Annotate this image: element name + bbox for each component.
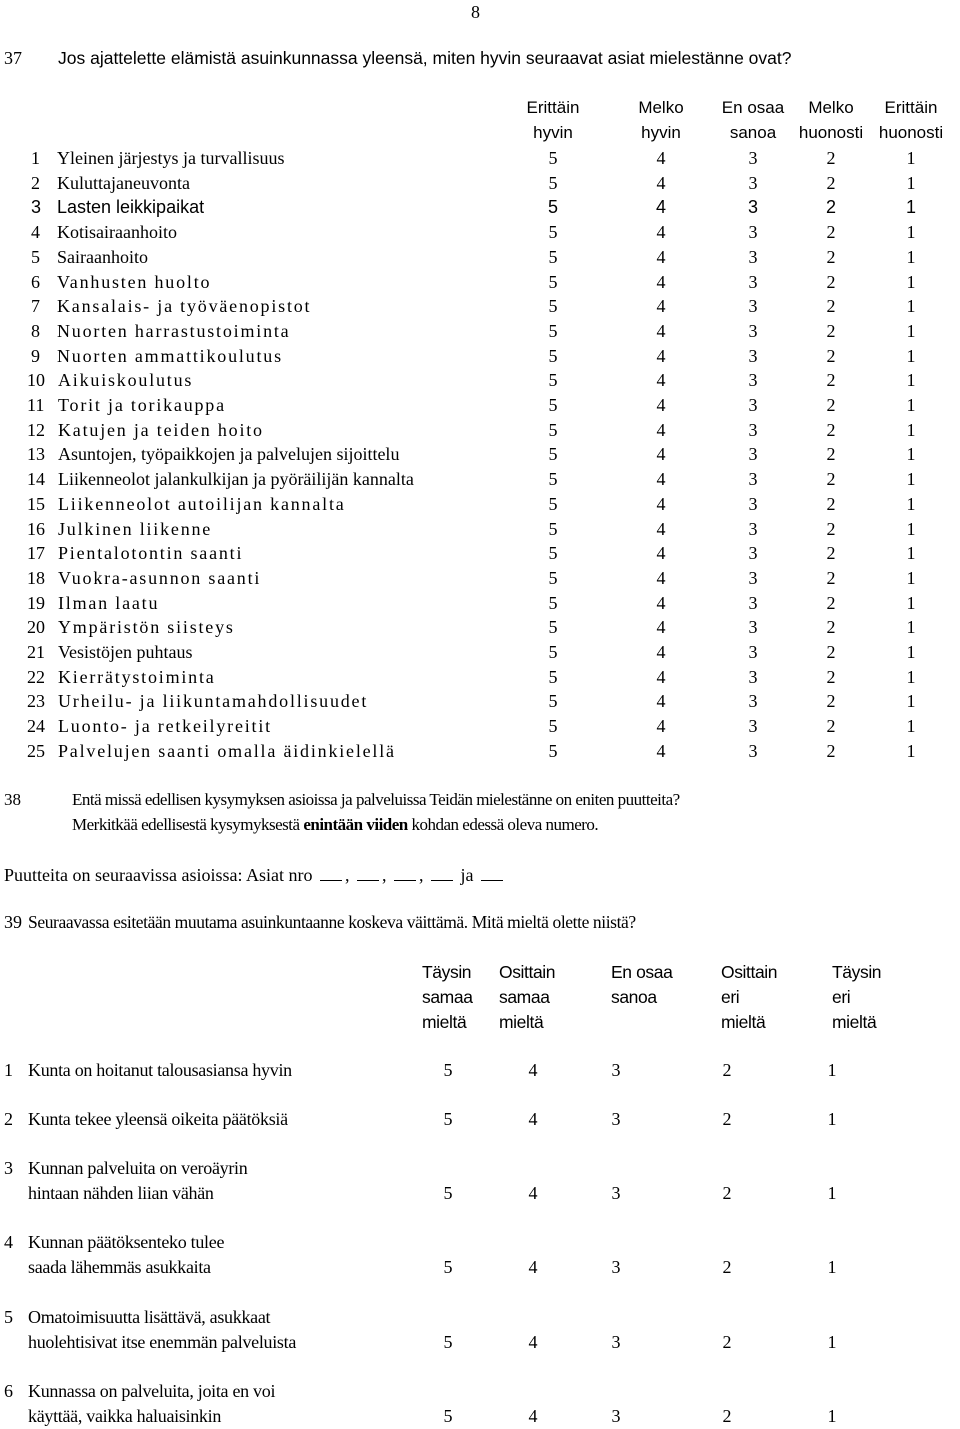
q37-option-1[interactable]: 1 [906, 222, 916, 243]
q37-option-5[interactable]: 5 [548, 419, 558, 440]
q37-option-5[interactable]: 5 [548, 246, 558, 267]
q39-header-line1: Täysin [832, 962, 882, 982]
q39-item-line2: käyttää, vaikka haluaisinkin [28, 1405, 222, 1426]
q37-option-1[interactable]: 1 [906, 518, 916, 539]
q37-option-3[interactable]: 3 [748, 469, 758, 490]
q38-answer-blank-1[interactable] [320, 866, 342, 881]
q37-option-5[interactable]: 5 [548, 271, 558, 292]
q37-option-5[interactable]: 5 [547, 197, 558, 218]
q37-option-3[interactable]: 3 [748, 271, 758, 292]
q37-option-3[interactable]: 3 [748, 444, 758, 465]
q37-option-2[interactable]: 2 [826, 518, 836, 539]
q37-option-1[interactable]: 1 [906, 469, 916, 490]
q37-option-3[interactable]: 3 [748, 740, 758, 761]
q37-option-5[interactable]: 5 [548, 148, 558, 168]
q37-option-2[interactable]: 2 [826, 345, 836, 366]
q37-header-line1: En osaa [721, 98, 785, 117]
q38-line2 [72, 815, 598, 835]
q39-option-2[interactable]: 2 [722, 1109, 732, 1129]
q39-header-1 [422, 960, 473, 1035]
q37-item-label: Katujen ja teiden hoito [58, 419, 264, 440]
q37-option-2[interactable]: 2 [826, 469, 836, 490]
q37-option-5[interactable]: 5 [548, 370, 558, 391]
q37-item-number: 23 [27, 691, 45, 712]
q37-item-number: 17 [27, 543, 45, 564]
q39-header-line2: eri [832, 987, 851, 1007]
q39-item-line1: Kunta on hoitanut talousasiansa hyvin [28, 1060, 292, 1080]
q39-header-line3: mieltä [721, 1012, 766, 1032]
q39-option-3[interactable]: 3 [611, 1060, 621, 1080]
q37-item-number: 25 [27, 740, 45, 761]
q37-item-label: Liikenneolot autoilijan kannalta [58, 493, 346, 514]
q37-option-2[interactable]: 2 [826, 493, 836, 514]
q39-option-3[interactable]: 3 [611, 1256, 621, 1277]
q38-answer-prefix: Puutteita on seuraavissa asioissa: Asiat nro [4, 865, 313, 885]
q37-option-3[interactable]: 3 [748, 222, 758, 243]
q38-line1: Entä missä edellisen kysymyksen asioissa ja palveluissa Teidän mielestänne on eniten puutteita? [72, 790, 680, 809]
q37-header-5 [861, 95, 960, 145]
q37-option-1[interactable]: 1 [906, 246, 916, 267]
q37-option-1[interactable]: 1 [906, 444, 916, 465]
q37-item-label: Julkinen liikenne [58, 518, 213, 539]
q37-item-number: 8 [31, 320, 40, 341]
q39-item-line1: Kunnan palveluita on veroäyrin [28, 1158, 248, 1178]
q37-item-number: 19 [27, 592, 45, 613]
q39-header-line1: Osittain [721, 962, 778, 982]
q37-item-label: Lasten leikkipaikat [57, 197, 205, 218]
q37-option-4[interactable]: 4 [656, 271, 666, 292]
q37-item-label: Vuokra-asunnon saanti [58, 567, 262, 588]
q37-option-4[interactable]: 4 [656, 617, 666, 638]
q37-option-5[interactable]: 5 [548, 444, 558, 465]
q38-answer-blank-2[interactable] [357, 866, 379, 881]
q37-item-number: 10 [27, 370, 45, 391]
q39-option-1[interactable]: 1 [827, 1060, 837, 1080]
q37-option-2[interactable]: 2 [826, 271, 836, 292]
q37-item-label: Torit ja torikauppa [58, 395, 226, 415]
q38-answer-blank-4[interactable] [431, 866, 453, 881]
q37-item-number: 4 [31, 222, 40, 243]
q39-item-line1: Omatoimisuutta lisättävä, asukkaat [28, 1307, 271, 1327]
q37-header-line1: Melko [638, 98, 684, 117]
q39-option-5[interactable]: 5 [443, 1109, 453, 1129]
q39-item-line2: saada lähemmäs asukkaita [28, 1256, 211, 1277]
q37-header-line1: Melko [808, 98, 854, 117]
q39-option-1[interactable]: 1 [827, 1109, 837, 1129]
q37-option-1[interactable]: 1 [906, 567, 916, 588]
q37-option-5[interactable]: 5 [548, 172, 558, 193]
q37-option-2[interactable]: 2 [826, 444, 836, 465]
q37-option-1[interactable]: 1 [906, 592, 916, 613]
q37-option-5[interactable]: 5 [548, 716, 558, 737]
q37-option-4[interactable]: 4 [656, 592, 666, 613]
q37-option-4[interactable]: 4 [655, 197, 666, 218]
q38-answer-line [4, 865, 506, 886]
q37-header-line2: huonosti [798, 123, 864, 142]
q38-answer-blank-5[interactable] [481, 866, 503, 881]
q37-option-3[interactable]: 3 [748, 518, 758, 539]
q37-option-1[interactable]: 1 [906, 395, 916, 415]
q37-option-1[interactable]: 1 [906, 691, 916, 712]
q39-question-text: Seuraavassa esitetään muutama asuinkuntaanne koskeva väittämä. Mitä mieltä olette niistä? [28, 912, 636, 932]
q37-option-2[interactable]: 2 [826, 716, 836, 737]
q37-option-2[interactable]: 2 [826, 296, 836, 317]
q37-item-number: 18 [27, 567, 45, 588]
q39-item-line2: hintaan nähden liian vähän [28, 1182, 214, 1203]
q37-item-label: Kierrätystoiminta [58, 666, 216, 687]
q37-option-3[interactable]: 3 [748, 345, 758, 366]
q37-option-4[interactable]: 4 [656, 320, 666, 341]
q37-item-number: 2 [31, 172, 40, 193]
q37-item-label: Asuntojen, työpaikkojen ja palvelujen sijoittelu [58, 444, 400, 465]
q37-item-number: 13 [27, 444, 45, 465]
q39-item-number: 6 [4, 1381, 13, 1401]
q38-sep-1: , [344, 865, 350, 885]
q37-option-3[interactable]: 3 [748, 666, 758, 687]
q37-option-4[interactable]: 4 [656, 395, 666, 415]
q37-option-1[interactable]: 1 [906, 493, 916, 514]
q39-item-number: 1 [4, 1060, 13, 1080]
q37-option-2[interactable]: 2 [826, 740, 836, 761]
q37-option-3[interactable]: 3 [748, 617, 758, 638]
q37-item-number: 14 [27, 469, 45, 490]
q37-option-3[interactable]: 3 [748, 567, 758, 588]
q37-option-5[interactable]: 5 [548, 691, 558, 712]
q37-option-3[interactable]: 3 [748, 296, 758, 317]
q39-header-line3: mieltä [499, 1012, 544, 1032]
q37-option-4[interactable]: 4 [656, 493, 666, 514]
q37-item-number: 6 [31, 271, 40, 292]
q37-option-5[interactable]: 5 [548, 642, 558, 662]
q37-option-2[interactable]: 2 [826, 666, 836, 687]
q37-item-label: Palvelujen saanti omalla äidinkielellä [58, 740, 396, 761]
q39-header-2 [499, 960, 555, 1035]
q37-option-1[interactable]: 1 [906, 296, 916, 317]
q38-answer-blank-3[interactable] [394, 866, 416, 881]
q37-item-label: Vanhusten huolto [57, 271, 212, 292]
q39-option-2[interactable]: 2 [722, 1331, 732, 1352]
q39-header-line3: mieltä [832, 1012, 877, 1032]
q37-option-3[interactable]: 3 [748, 172, 758, 193]
q37-item-label: Kuluttajaneuvonta [57, 172, 190, 193]
q37-option-5[interactable]: 5 [548, 469, 558, 490]
q37-option-3[interactable]: 3 [748, 543, 758, 564]
q39-option-3[interactable]: 3 [611, 1331, 621, 1352]
q37-header-line2: hyvin [641, 123, 681, 142]
q37-option-3[interactable]: 3 [748, 716, 758, 737]
q37-option-2[interactable]: 2 [826, 395, 836, 415]
q37-option-2[interactable]: 2 [826, 642, 836, 662]
q37-option-5[interactable]: 5 [548, 617, 558, 638]
q37-option-3[interactable]: 3 [748, 246, 758, 267]
q39-option-1[interactable]: 1 [827, 1331, 837, 1352]
q37-option-4[interactable]: 4 [656, 296, 666, 317]
q37-item-label: Aikuiskoulutus [58, 370, 194, 391]
q37-option-1[interactable]: 1 [905, 197, 916, 218]
q39-header-line3: mieltä [422, 1012, 467, 1032]
q37-option-4[interactable]: 4 [656, 469, 666, 490]
q37-header-line2: huonosti [878, 123, 944, 142]
q37-option-2[interactable]: 2 [826, 419, 836, 440]
q37-option-4[interactable]: 4 [656, 419, 666, 440]
q37-option-2[interactable]: 2 [826, 222, 836, 243]
q37-item-number: 24 [27, 716, 45, 737]
q37-option-1[interactable]: 1 [906, 642, 916, 662]
q37-option-1[interactable]: 1 [906, 716, 916, 737]
q37-header-1 [503, 95, 603, 145]
q39-item-line1: Kunta tekee yleensä oikeita päätöksiä [28, 1109, 288, 1129]
q37-header-line1: Erittäin [884, 98, 938, 117]
q39-option-3[interactable]: 3 [611, 1109, 621, 1129]
q39-option-2[interactable]: 2 [722, 1256, 732, 1277]
q39-option-4[interactable]: 4 [528, 1109, 538, 1129]
q37-option-4[interactable]: 4 [656, 345, 666, 366]
q37-option-2[interactable]: 2 [826, 172, 836, 193]
q37-option-4[interactable]: 4 [656, 642, 666, 662]
q37-option-4[interactable]: 4 [656, 716, 666, 737]
q38-answer-and: ja [460, 865, 474, 885]
page-number: 8 [471, 2, 480, 22]
q37-option-4[interactable]: 4 [656, 172, 666, 193]
q37-option-3[interactable]: 3 [748, 642, 758, 662]
q39-header-3 [611, 960, 672, 1010]
q37-option-5[interactable]: 5 [548, 543, 558, 564]
q37-option-2[interactable]: 2 [825, 197, 836, 218]
q37-header-2 [611, 95, 711, 145]
q37-option-5[interactable]: 5 [548, 345, 558, 366]
q37-item-label: Nuorten harrastustoiminta [57, 320, 291, 341]
q37-item-number: 15 [27, 493, 45, 514]
q39-option-5[interactable]: 5 [443, 1256, 453, 1277]
q39-option-5[interactable]: 5 [443, 1331, 453, 1352]
q39-item-line1: Kunnan päätöksenteko tulee [28, 1232, 225, 1252]
q37-option-1[interactable]: 1 [906, 271, 916, 292]
q37-item-label: Yleinen järjestys ja turvallisuus [57, 148, 285, 168]
q39-option-4[interactable]: 4 [528, 1331, 538, 1352]
q37-option-3[interactable]: 3 [748, 370, 758, 391]
q39-option-5[interactable]: 5 [443, 1060, 453, 1080]
q39-item-number: 3 [4, 1158, 13, 1178]
q37-option-3[interactable]: 3 [748, 592, 758, 613]
q37-item-label: Pientalotontin saanti [58, 543, 244, 564]
q39-item-number: 2 [4, 1109, 13, 1129]
q37-option-3[interactable]: 3 [748, 320, 758, 341]
q37-option-4[interactable]: 4 [656, 691, 666, 712]
q37-option-4[interactable]: 4 [656, 222, 666, 243]
q37-option-3[interactable]: 3 [748, 691, 758, 712]
q37-item-number: 21 [27, 642, 45, 662]
q37-item-number: 7 [31, 296, 40, 317]
q37-item-label: Luonto- ja retkeilyreitit [58, 716, 272, 737]
q39-option-5[interactable]: 5 [443, 1405, 453, 1426]
q37-option-3[interactable]: 3 [748, 493, 758, 514]
q37-option-5[interactable]: 5 [548, 296, 558, 317]
q38-line2-post: kohdan edessä oleva numero. [411, 815, 599, 834]
q39-header-line1: Osittain [499, 962, 556, 982]
q37-item-label: Vesistöjen puhtaus [58, 642, 193, 662]
q37-item-label: Kansalais- ja työväenopistot [57, 296, 312, 317]
q39-header-line2: eri [721, 987, 740, 1007]
q37-option-1[interactable]: 1 [906, 740, 916, 761]
q37-item-number: 11 [27, 395, 45, 415]
q37-option-2[interactable]: 2 [826, 543, 836, 564]
q37-item-number: 20 [27, 617, 45, 638]
q37-item-label: Sairaanhoito [57, 246, 148, 267]
q37-option-3[interactable]: 3 [748, 419, 758, 440]
q38-sep-2: , [381, 865, 387, 885]
q37-item-label: Ilman laatu [58, 592, 160, 613]
q37-item-number: 1 [31, 148, 40, 168]
q37-option-1[interactable]: 1 [906, 370, 916, 391]
q39-option-4[interactable]: 4 [528, 1405, 538, 1426]
q38-line2-pre: Merkitkää edellisestä kysymyksestä [72, 815, 300, 834]
q37-number: 37 [4, 48, 22, 68]
q37-option-2[interactable]: 2 [826, 617, 836, 638]
q37-question-text: Jos ajattelette elämistä asuinkunnassa yleensä, miten hyvin seuraavat asiat mielestänne ovat? [58, 48, 792, 68]
q37-option-1[interactable]: 1 [906, 419, 916, 440]
q39-header-line2: samaa [499, 987, 550, 1007]
q37-option-5[interactable]: 5 [548, 666, 558, 687]
q37-item-label: Liikenneolot jalankulkijan ja pyöräilijän kannalta [58, 469, 414, 490]
q37-option-5[interactable]: 5 [548, 493, 558, 514]
q37-option-4[interactable]: 4 [656, 444, 666, 465]
q39-option-1[interactable]: 1 [827, 1405, 837, 1426]
q39-header-line2: samaa [422, 987, 473, 1007]
q37-option-5[interactable]: 5 [548, 592, 558, 613]
q39-item-line2: huolehtisivat itse enemmän palveluista [28, 1331, 297, 1352]
q37-option-5[interactable]: 5 [548, 740, 558, 761]
q39-option-5[interactable]: 5 [443, 1182, 453, 1203]
q37-option-1[interactable]: 1 [906, 172, 916, 193]
q39-option-4[interactable]: 4 [528, 1060, 538, 1080]
q37-option-1[interactable]: 1 [906, 617, 916, 638]
q37-item-label: Nuorten ammattikoulutus [57, 345, 283, 366]
q39-option-2[interactable]: 2 [722, 1405, 732, 1426]
q37-option-5[interactable]: 5 [548, 395, 558, 415]
q39-option-4[interactable]: 4 [528, 1182, 538, 1203]
q37-item-number: 3 [31, 197, 42, 218]
q39-header-4 [721, 960, 777, 1035]
q39-option-1[interactable]: 1 [827, 1182, 837, 1203]
q39-option-2[interactable]: 2 [722, 1060, 732, 1080]
q39-option-2[interactable]: 2 [722, 1182, 732, 1203]
q39-item-line1: Kunnassa on palveluita, joita en voi [28, 1381, 276, 1401]
q37-option-2[interactable]: 2 [826, 246, 836, 267]
q37-option-2[interactable]: 2 [826, 567, 836, 588]
q37-option-3[interactable]: 3 [748, 395, 758, 415]
q37-option-4[interactable]: 4 [656, 740, 666, 761]
q37-option-3[interactable]: 3 [748, 148, 758, 168]
q37-option-5[interactable]: 5 [548, 222, 558, 243]
q39-number: 39 [4, 912, 22, 932]
q37-option-5[interactable]: 5 [548, 567, 558, 588]
q37-option-1[interactable]: 1 [906, 345, 916, 366]
q39-header-5 [832, 960, 881, 1035]
q37-option-2[interactable]: 2 [826, 370, 836, 391]
q37-option-4[interactable]: 4 [656, 148, 666, 168]
q39-option-3[interactable]: 3 [611, 1405, 621, 1426]
q37-option-1[interactable]: 1 [906, 320, 916, 341]
q37-item-number: 12 [27, 419, 45, 440]
q37-option-3[interactable]: 3 [747, 197, 758, 218]
q37-option-1[interactable]: 1 [906, 666, 916, 687]
q39-header-line1: Täysin [422, 962, 472, 982]
q38-number: 38 [4, 790, 21, 809]
q38-sep-3: , [418, 865, 424, 885]
q37-option-2[interactable]: 2 [826, 691, 836, 712]
q37-header-line2: sanoa [729, 123, 777, 142]
q37-item-label: Ympäristön siisteys [58, 617, 235, 638]
q37-option-5[interactable]: 5 [548, 320, 558, 341]
q37-option-2[interactable]: 2 [826, 320, 836, 341]
q37-option-4[interactable]: 4 [656, 246, 666, 267]
q37-item-number: 5 [31, 246, 40, 267]
q37-option-4[interactable]: 4 [656, 666, 666, 687]
q37-option-2[interactable]: 2 [826, 592, 836, 613]
q38-line2-emphasis: enintään viiden [303, 815, 408, 834]
q37-item-label: Urheilu- ja liikuntamahdollisuudet [58, 691, 369, 712]
q37-option-5[interactable]: 5 [548, 518, 558, 539]
q39-header-line1: En osaa [611, 962, 673, 982]
q39-option-3[interactable]: 3 [611, 1182, 621, 1203]
q37-option-1[interactable]: 1 [906, 543, 916, 564]
q39-option-4[interactable]: 4 [528, 1256, 538, 1277]
q39-item-number: 5 [4, 1307, 13, 1327]
q37-item-number: 22 [27, 666, 45, 687]
q37-header-line2: hyvin [533, 123, 573, 142]
q39-header-line2: sanoa [611, 987, 657, 1007]
q37-option-4[interactable]: 4 [656, 543, 666, 564]
q37-option-1[interactable]: 1 [906, 148, 916, 168]
q37-option-4[interactable]: 4 [656, 567, 666, 588]
q37-option-4[interactable]: 4 [656, 518, 666, 539]
q39-item-number: 4 [4, 1232, 13, 1252]
q37-header-line1: Erittäin [526, 98, 580, 117]
q37-option-4[interactable]: 4 [656, 370, 666, 391]
q37-option-2[interactable]: 2 [826, 148, 836, 168]
q39-option-1[interactable]: 1 [827, 1256, 837, 1277]
q37-item-label: Kotisairaanhoito [57, 222, 177, 243]
q37-item-number: 9 [31, 345, 40, 366]
q37-item-number: 16 [27, 518, 45, 539]
